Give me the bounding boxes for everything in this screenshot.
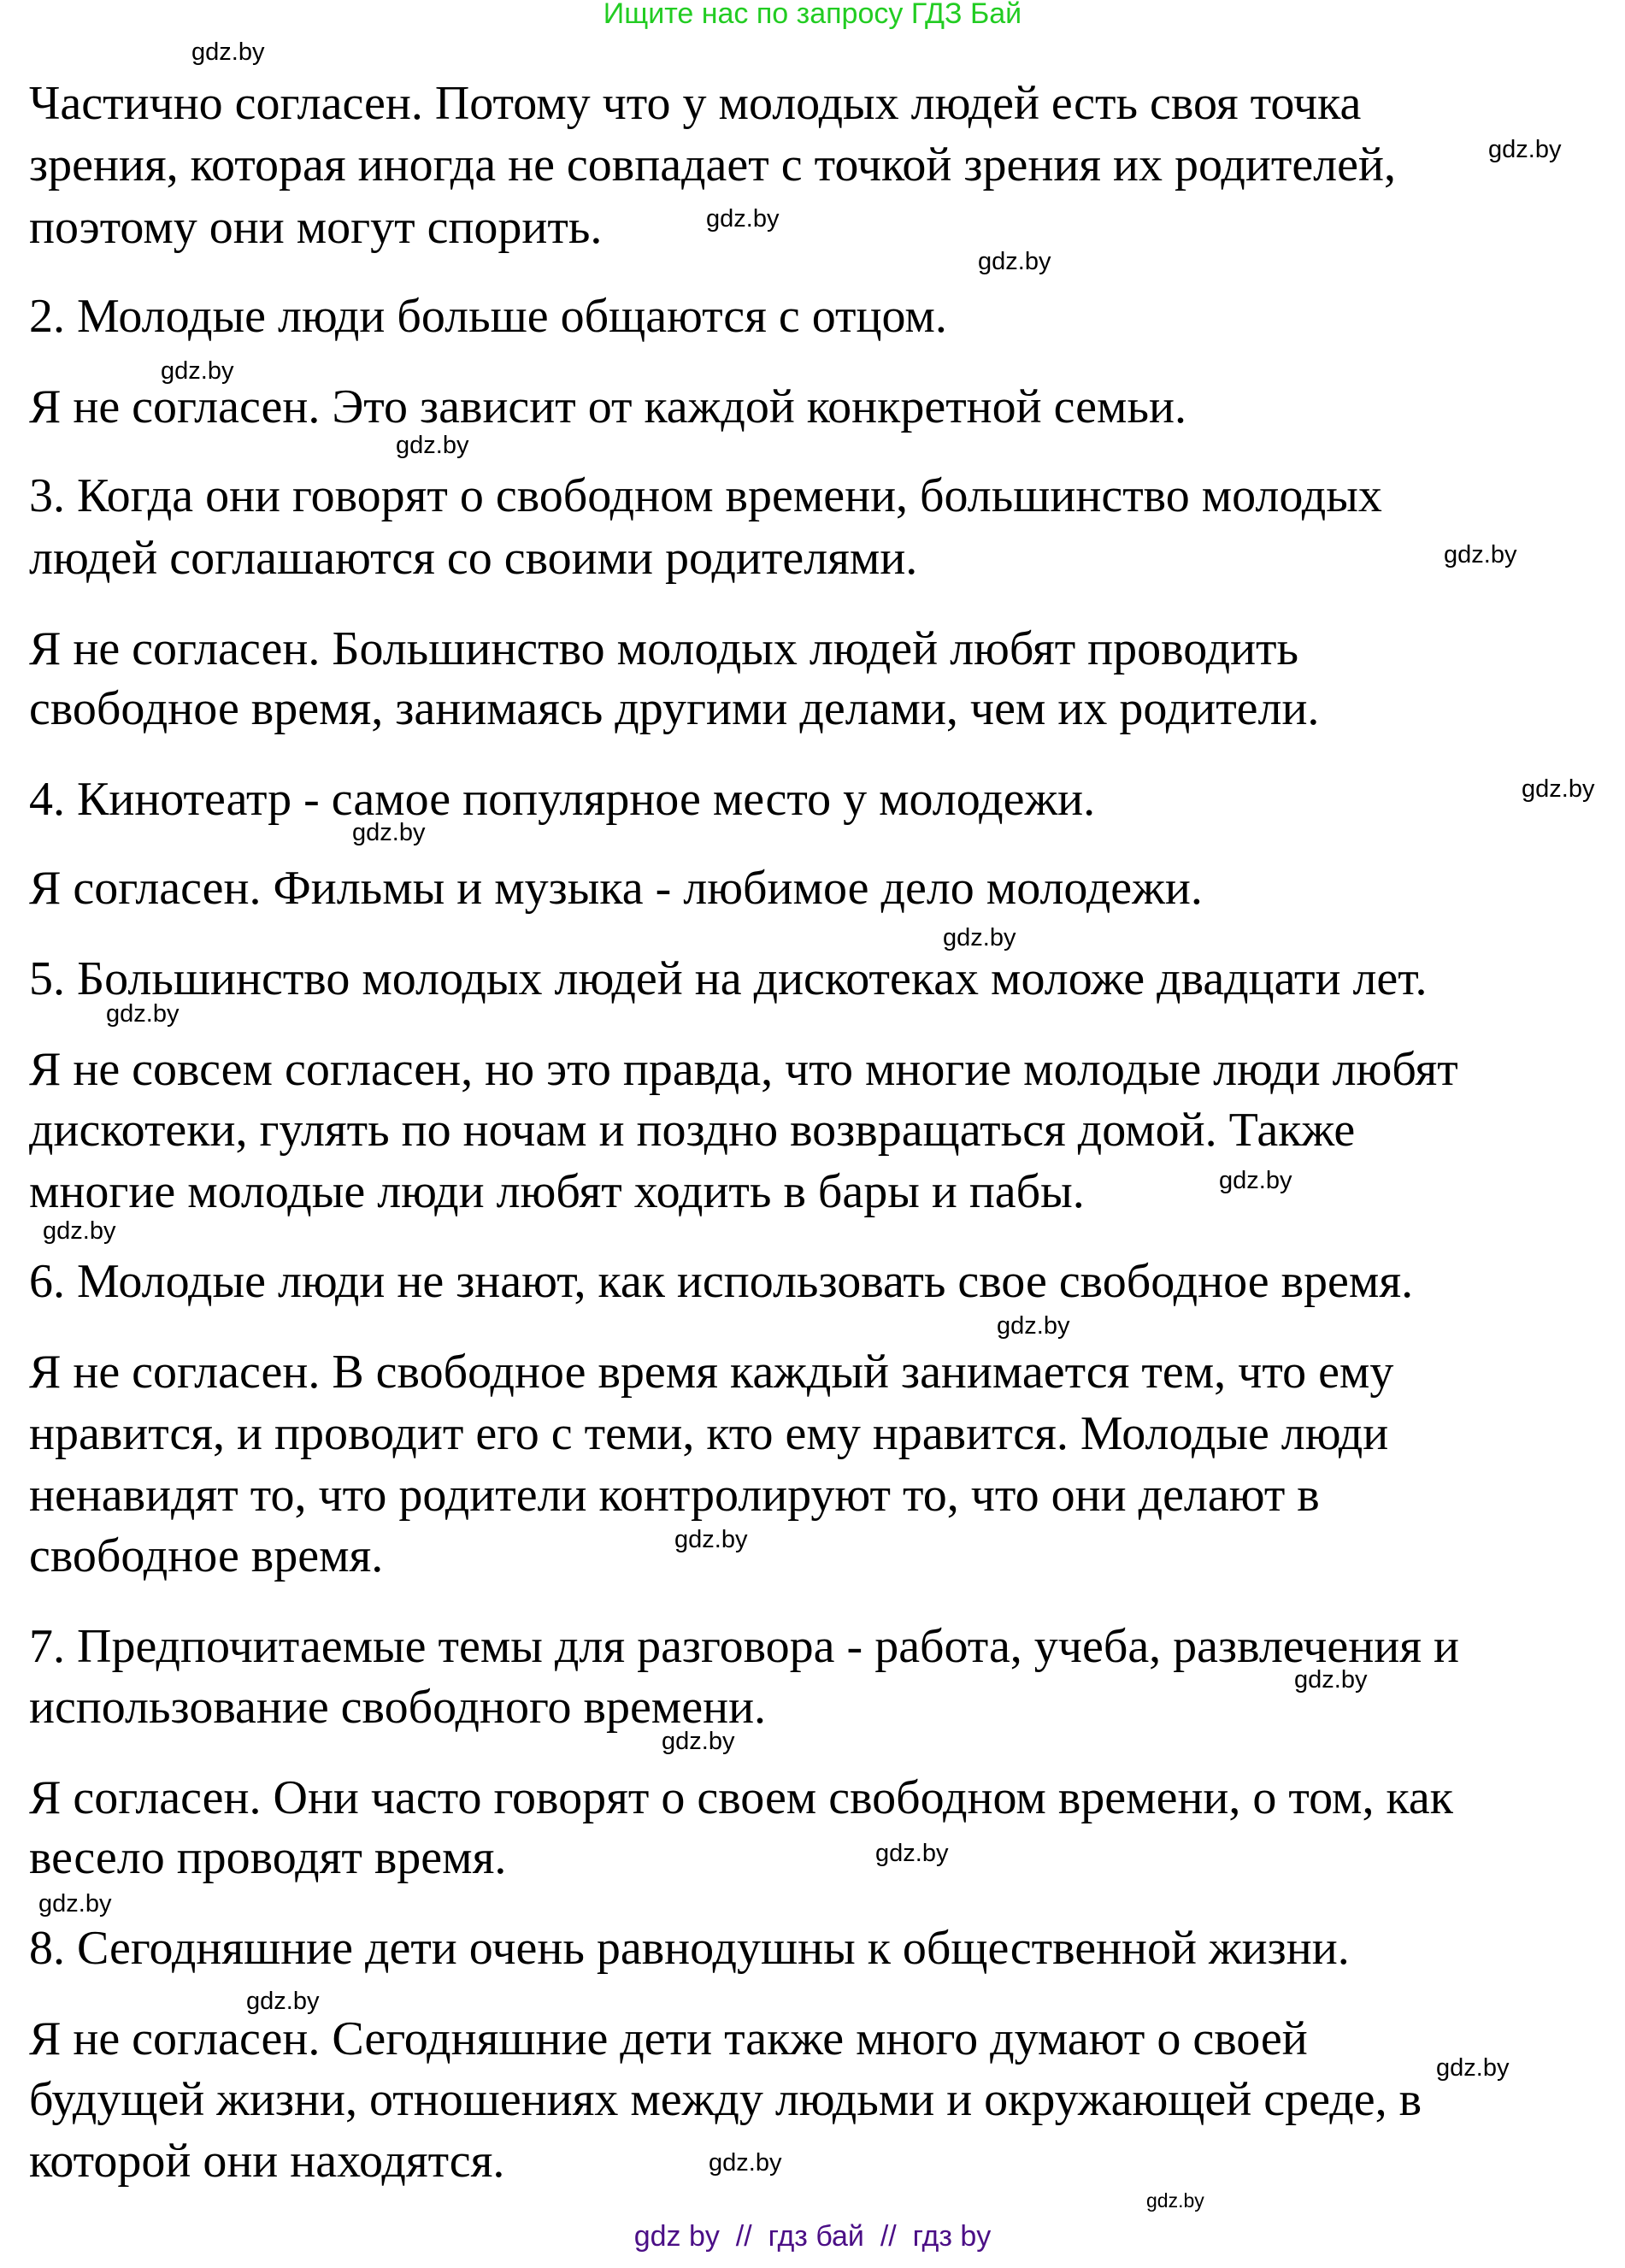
text-line: нравится, и проводит его с теми, кто ему нравится. Молодые люди (29, 1407, 1389, 1460)
text-line: Я не согласен. Сегодняшние дети также много думают о своей (29, 2012, 1308, 2065)
text-line: 5. Большинство молодых людей на дискотеках моложе двадцати лет. (29, 952, 1428, 1005)
text-line: 7. Предпочитаемые темы для разговора - работа, учеба, развлечения и (29, 1620, 1459, 1673)
text-line: 6. Молодые люди не знают, как использовать свое свободное время. (29, 1255, 1414, 1308)
text-line: дискотеки, гулять по ночам и поздно возвращаться домой. Также (29, 1104, 1356, 1157)
text-line: свободное время, занимаясь другими делами, чем их родители. (29, 682, 1320, 735)
text-line: свободное время. (29, 1529, 384, 1582)
watermark: gdz.by (1488, 136, 1562, 163)
text-line: использование свободного времени. (29, 1681, 767, 1734)
text-line: многие молодые люди любят ходить в бары и пабы. (29, 1165, 1085, 1218)
watermark: gdz.by (674, 1526, 748, 1553)
text-line: Я не согласен. Большинство молодых людей любят проводить (29, 622, 1299, 675)
watermark: gdz.by (1522, 775, 1595, 803)
text-line: поэтому они могут спорить. (29, 201, 603, 254)
text-line: 2. Молодые люди больше общаются с отцом. (29, 290, 947, 343)
watermark: gdz.by (978, 248, 1051, 275)
site-search-banner: Ищите нас по запросу ГДЗ Бай (603, 0, 1022, 30)
text-line: которой они находятся. (29, 2135, 505, 2188)
text-line: Я согласен. Фильмы и музыка - любимое дело молодежи. (29, 862, 1203, 915)
text-line: людей соглашаются со своими родителями. (29, 532, 918, 585)
footer-links[interactable]: gdz by // гдз бай // гдз by (633, 2220, 992, 2253)
watermark: gdz.by (246, 1988, 320, 2015)
text-line: Я не согласен. В свободное время каждый занимается тем, что ему (29, 1346, 1394, 1399)
watermark: gdz.by (106, 1000, 180, 1028)
text-line: ненавидят то, что родители контролируют то, что они делают в (29, 1469, 1320, 1522)
text-line: зрения, которая иногда не совпадает с точкой зрения их родителей, (29, 138, 1396, 191)
watermark: gdz.by (161, 357, 234, 385)
text-line: Я согласен. Они часто говорят о своем свободном времени, о том, как (29, 1771, 1453, 1824)
watermark: gdz.by (662, 1728, 735, 1755)
text-line: 8. Сегодняшние дети очень равнодушны к общественной жизни. (29, 1922, 1350, 1975)
text-line: будущей жизни, отношениях между людьми и окружающей среде, в (29, 2073, 1422, 2126)
watermark: gdz.by (706, 205, 780, 233)
watermark: gdz.by (875, 1840, 949, 1867)
watermark: gdz.by (43, 1217, 116, 1245)
watermark: gdz.by (1436, 2054, 1510, 2082)
watermark: gdz.by (1444, 541, 1517, 568)
watermark: gdz.by (709, 2149, 782, 2177)
watermark: gdz.by (1294, 1666, 1368, 1694)
text-line: весело проводят время. (29, 1831, 507, 1884)
text-line: Я не совсем согласен, но это правда, что многие молодые люди любят (29, 1043, 1458, 1096)
text-line: 4. Кинотеатр - самое популярное место у молодежи. (29, 773, 1096, 826)
watermark: gdz.by (1146, 2189, 1204, 2212)
watermark: gdz.by (191, 38, 265, 66)
text-line: 3. Когда они говорят о свободном времени, большинство молодых (29, 469, 1382, 522)
text-line: Частично согласен. Потому что у молодых людей есть своя точка (29, 77, 1362, 130)
watermark: gdz.by (1219, 1167, 1292, 1194)
text-line: Я не согласен. Это зависит от каждой конкретной семьи. (29, 380, 1186, 433)
watermark: gdz.by (396, 432, 469, 459)
watermark: gdz.by (352, 819, 426, 846)
watermark: gdz.by (943, 924, 1016, 951)
watermark: gdz.by (997, 1312, 1070, 1340)
watermark: gdz.by (38, 1890, 112, 1917)
